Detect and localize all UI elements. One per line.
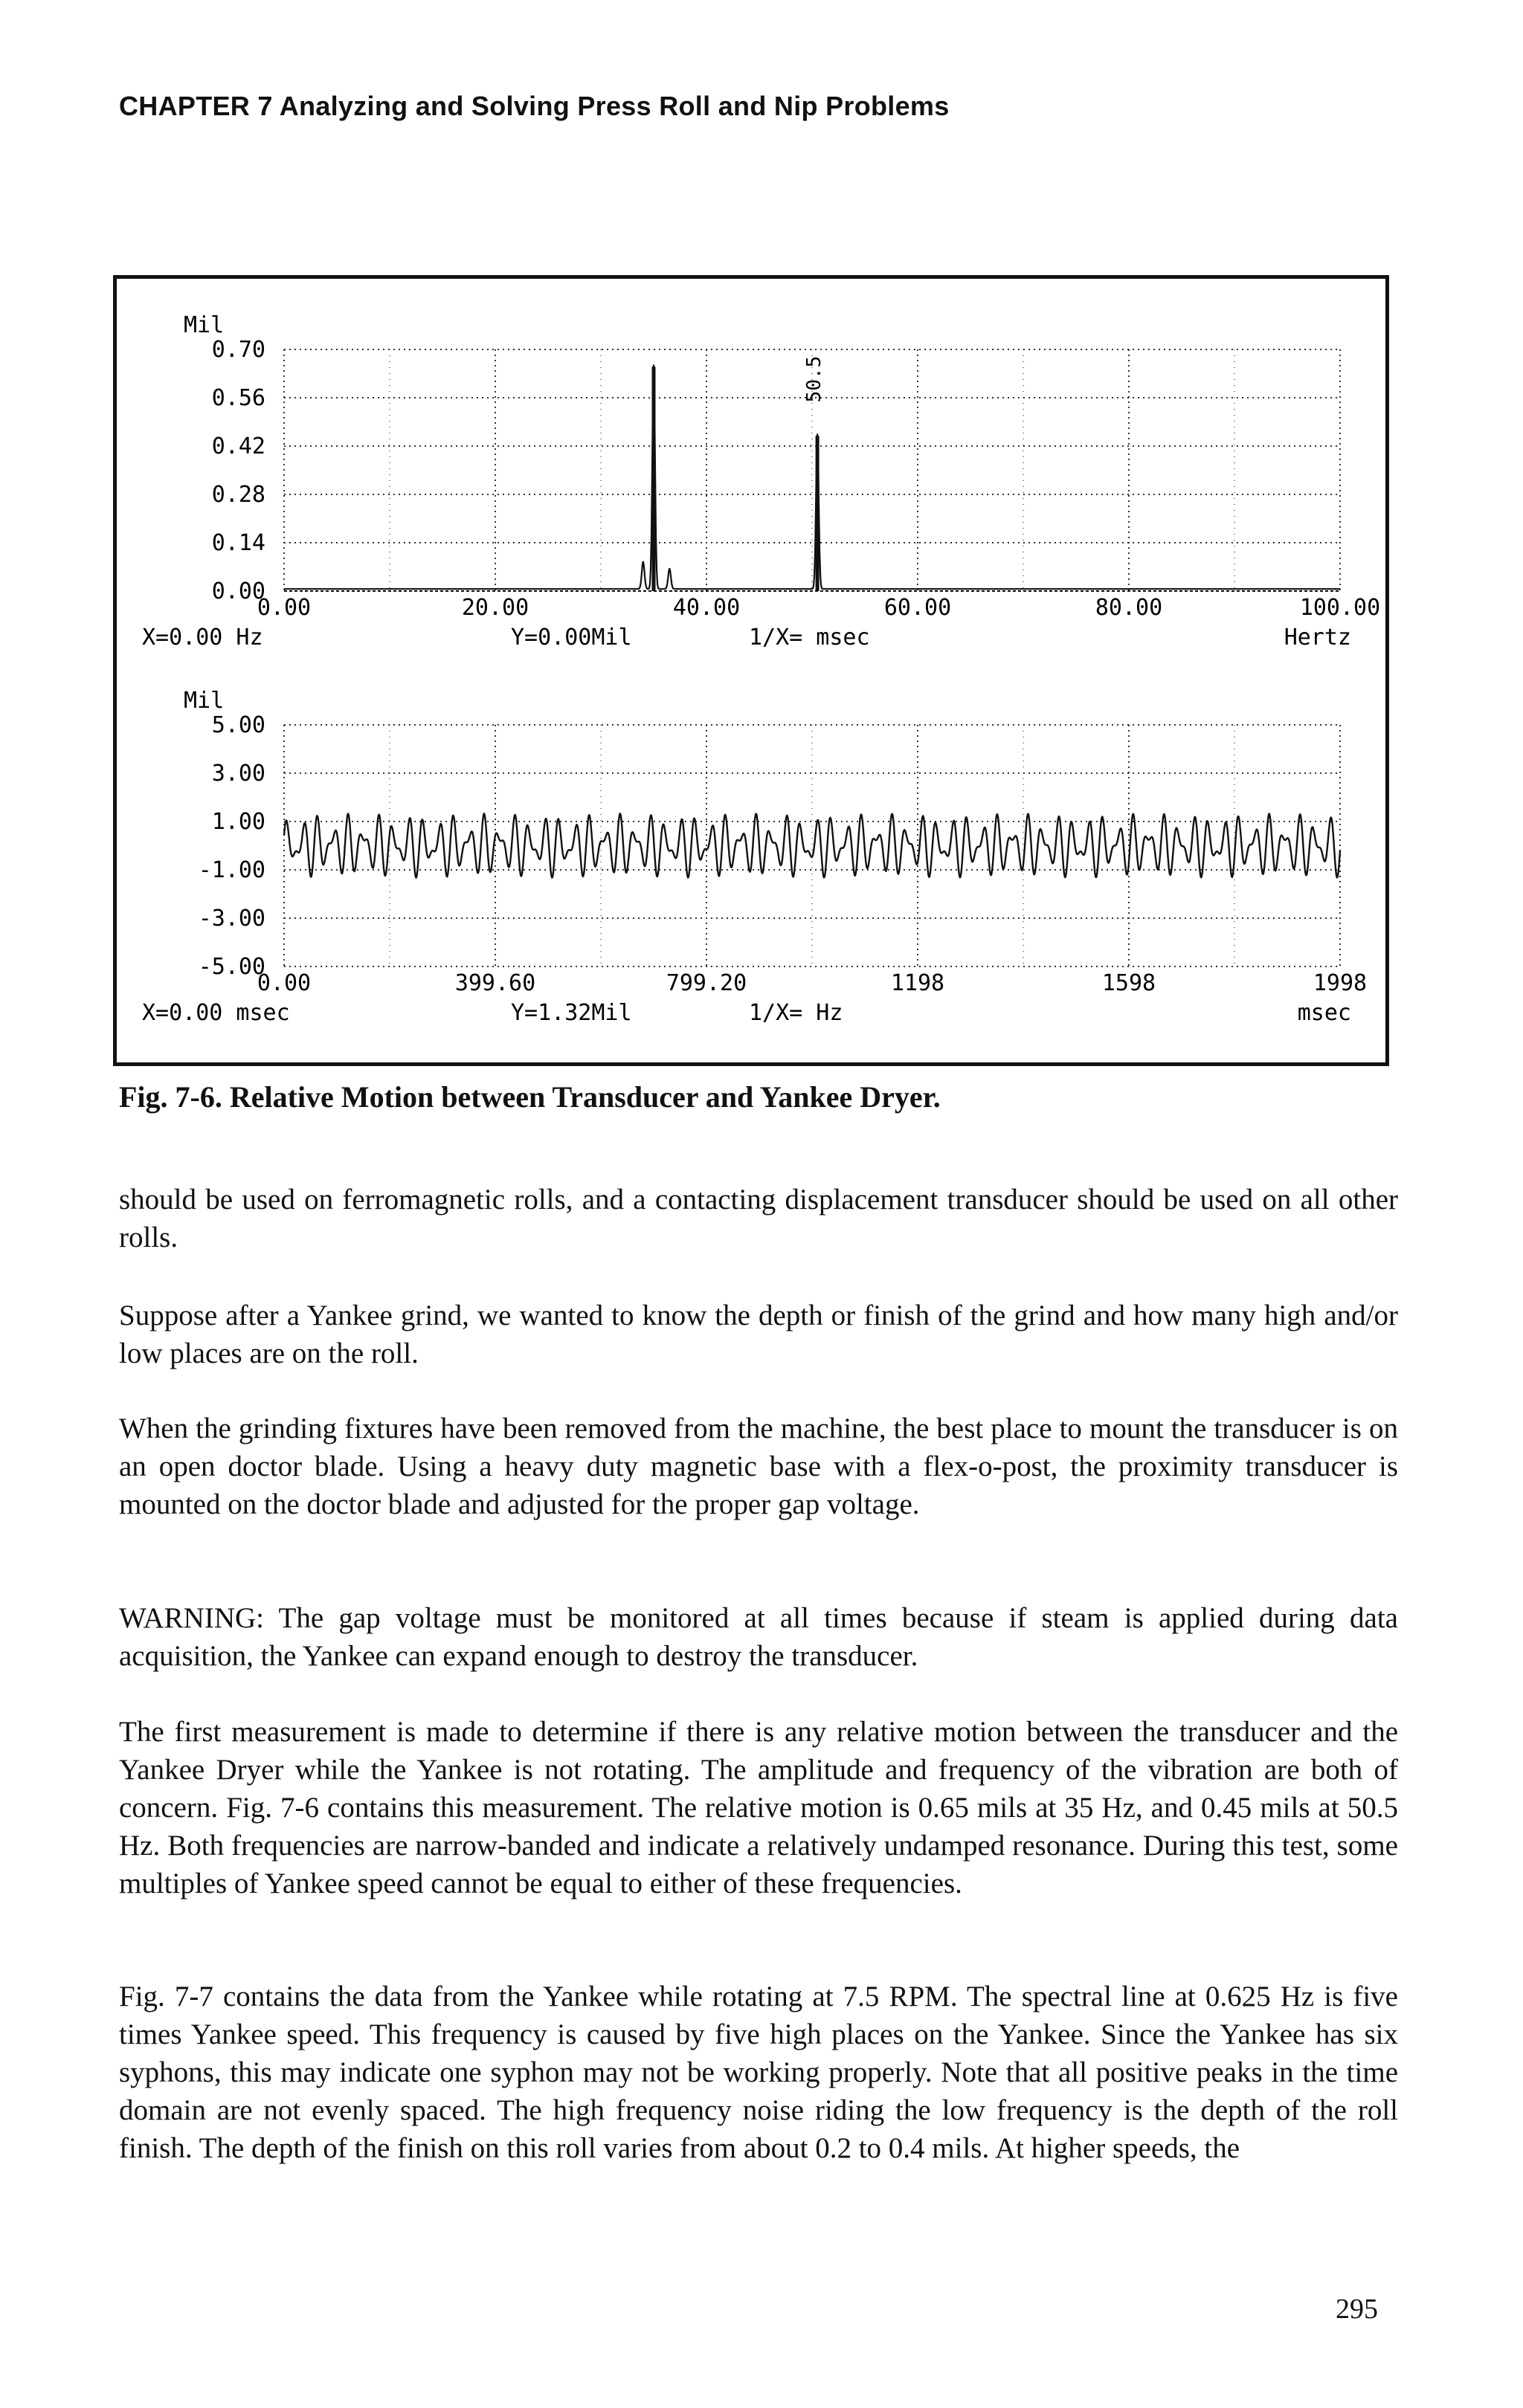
paragraph-3: When the grinding fixtures have been removed from the machine, the best place to mount the transducer is on an open doctor blade. Using a heavy duty magnetic base with a flex-o-post, the proximity transducer is mounted on the doctor blade and adjusted for the proper gap voltage. xyxy=(119,1413,1398,1520)
waveform-y-readout: Y=1.32Mil xyxy=(511,1000,632,1026)
waveform-x-tick: 799.20 xyxy=(666,970,747,996)
paragraph-2: Suppose after a Yankee grind, we wanted to know the depth or finish of the grind and how many high and/or low places are on the roll. xyxy=(119,1300,1398,1369)
spectrum-x-tick: 80.00 xyxy=(1095,595,1163,621)
waveform-y-tick: 5.00 xyxy=(211,712,265,738)
spectrum-y-tick: 0.56 xyxy=(211,385,265,411)
waveform-y-tick: -1.00 xyxy=(198,857,265,883)
spectrum-y-readout: Y=0.00Mil xyxy=(511,624,632,651)
spectrum-y-tick: 0.14 xyxy=(211,530,265,556)
waveform-x-tick: 1998 xyxy=(1313,970,1368,996)
waveform-x-tick: 0.00 xyxy=(257,970,312,996)
waveform-x-tick: 1598 xyxy=(1101,970,1156,996)
spectrum-x-tick: 20.00 xyxy=(461,595,529,621)
figure-caption: Fig. 7-6. Relative Motion between Transducer and Yankee Dryer. xyxy=(119,1080,941,1114)
waveform-x-tick: 1198 xyxy=(890,970,945,996)
paragraph-5: The first measurement is made to determine if there is any relative motion between the transducer and the Yankee Dryer while the Yankee is not rotating. The amplitude and frequency of the vibration are both of concern. Fig. 7-6 contains this measurement. The relative motion is 0.65 mils at 35 Hz, and 0.45 mils at 50.5 Hz. Both frequencies are narrow-banded and indicate a relatively undamped resonance. During this test, some multiples of Yankee speed cannot be equal to either of these frequencies. xyxy=(119,1716,1398,1899)
spectrum-y-tick: 0.70 xyxy=(211,337,265,363)
spectrum-x-tick: 100.00 xyxy=(1299,595,1381,621)
page-number: 295 xyxy=(1336,2294,1378,2325)
figure-plots xyxy=(117,279,1385,1062)
spectrum-cursor-label: 50.5 xyxy=(803,355,826,403)
chapter-header: CHAPTER 7 Analyzing and Solving Press Roll and Nip Problems xyxy=(119,91,950,121)
paragraph-6: Fig. 7-7 contains the data from the Yankee while rotating at 7.5 RPM. The spectral line at 0.625 Hz is five times Yankee speed. This frequency is caused by five high places on the Yankee. Since the Yankee has six syphons, this may indicate one syphon may not be working properly. Note that all positive peaks in the time domain are not evenly spaced. The high frequency noise riding the low frequency is the depth of the roll finish. The depth of the finish on this roll varies from about 0.2 to 0.4 mils. At higher speeds, the xyxy=(119,1981,1398,2164)
spectrum-inverse-readout: 1/X= msec xyxy=(749,624,870,651)
waveform-y-tick: -5.00 xyxy=(198,954,265,980)
spectrum-unit-readout: Hertz xyxy=(1284,624,1351,651)
spectrum-y-unit: Mil xyxy=(184,312,225,338)
waveform-y-unit: Mil xyxy=(184,688,225,714)
waveform-x-readout: X=0.00 msec xyxy=(142,1000,290,1026)
figure-frame xyxy=(113,275,1389,1066)
spectrum-y-tick: 0.00 xyxy=(211,578,265,604)
time-waveform-plot xyxy=(184,688,1367,996)
waveform-y-tick: -3.00 xyxy=(198,906,265,932)
paragraph-1: should be used on ferromagnetic rolls, and a contacting displacement transducer should be used on all other rolls. xyxy=(119,1184,1398,1253)
paragraph-4-warning: WARNING: The gap voltage must be monitored at all times because if steam is applied during data acquisition, the Yankee can expand enough to destroy the transducer. xyxy=(119,1602,1398,1672)
waveform-y-tick: 1.00 xyxy=(211,809,265,835)
spectrum-y-tick: 0.42 xyxy=(211,433,265,459)
spectrum-x-readout: X=0.00 Hz xyxy=(142,624,263,651)
waveform-x-tick: 399.60 xyxy=(454,970,536,996)
spectrum-x-tick: 0.00 xyxy=(257,595,312,621)
spectrum-y-tick: 0.28 xyxy=(211,482,265,508)
spectrum-x-tick: 40.00 xyxy=(672,595,741,621)
spectrum-x-tick: 60.00 xyxy=(883,595,952,621)
waveform-y-tick: 3.00 xyxy=(211,761,265,787)
spectrum-plot xyxy=(184,312,1380,621)
waveform-unit-readout: msec xyxy=(1297,1000,1351,1026)
waveform-inverse-readout: 1/X= Hz xyxy=(749,1000,843,1026)
